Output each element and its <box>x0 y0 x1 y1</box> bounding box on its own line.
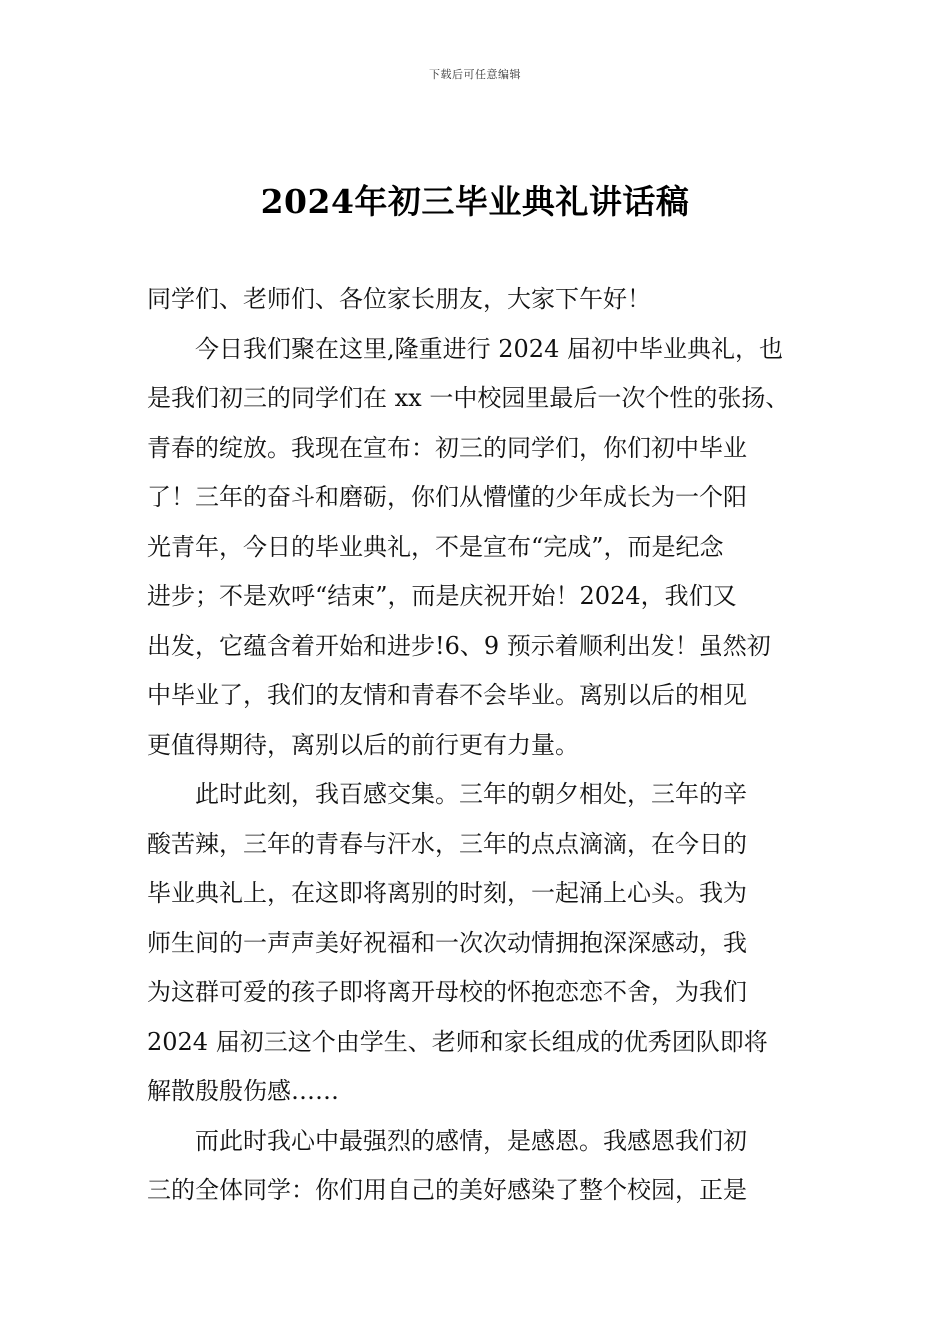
paragraph-line: 进步；不是欢呼“结束”，而是庆祝开始！2024，我们又 <box>147 582 737 610</box>
paragraph-line: 解散殷殷伤感…… <box>147 1077 339 1105</box>
paragraph-line: 出发，它蕴含着开始和进步!6、9 预示着顺利出发！虽然初 <box>147 631 771 660</box>
paragraph-line: 而此时我心中最强烈的感情，是感恩。我感恩我们初 <box>195 1126 747 1155</box>
paragraph-line: 更值得期待，离别以后的前行更有力量。 <box>147 730 579 759</box>
paragraph-line: 是我们初三的同学们在 xx 一中校园里最后一次个性的张扬、 <box>147 384 790 412</box>
paragraph-line: 今日我们聚在这里,隆重进行 2024 届初中毕业典礼，也 <box>195 334 783 363</box>
paragraph-line: 光青年，今日的毕业典礼，不是宣布“完成”，而是纪念 <box>147 532 724 561</box>
paragraph-line: 毕业典礼上，在这即将离别的时刻，一起涌上心头。我为 <box>147 879 747 907</box>
paragraph-line: 了！三年的奋斗和磨砺，你们从懵懂的少年成长为一个阳 <box>147 483 747 511</box>
paragraph-line: 为这群可爱的孩子即将离开母校的怀抱恋恋不舍，为我们 <box>147 978 747 1006</box>
paragraph-line: 青春的绽放。我现在宣布：初三的同学们，你们初中毕业 <box>147 433 747 462</box>
document-title: 2024年初三毕业典礼讲话稿 <box>260 182 690 221</box>
paragraph-line: 三的全体同学：你们用自己的美好感染了整个校园，正是 <box>147 1176 747 1204</box>
paragraph-line: 师生间的一声声美好祝福和一次次动情拥抱深深感动，我 <box>147 928 747 957</box>
paragraph-line: 此时此刻，我百感交集。三年的朝夕相处，三年的辛 <box>195 780 747 808</box>
paragraph-line: 中毕业了，我们的友情和青春不会毕业。离别以后的相见 <box>147 681 747 709</box>
header-note: 下载后可任意编辑 <box>429 68 521 81</box>
document-body <box>147 275 811 1216</box>
greeting-line: 同学们、老师们、各位家长朋友，大家下午好！ <box>147 285 651 313</box>
paragraph-line: 2024 届初三这个由学生、老师和家长组成的优秀团队即将 <box>147 1027 768 1056</box>
paragraph-line: 酸苦辣，三年的青春与汗水，三年的点点滴滴，在今日的 <box>147 829 747 858</box>
